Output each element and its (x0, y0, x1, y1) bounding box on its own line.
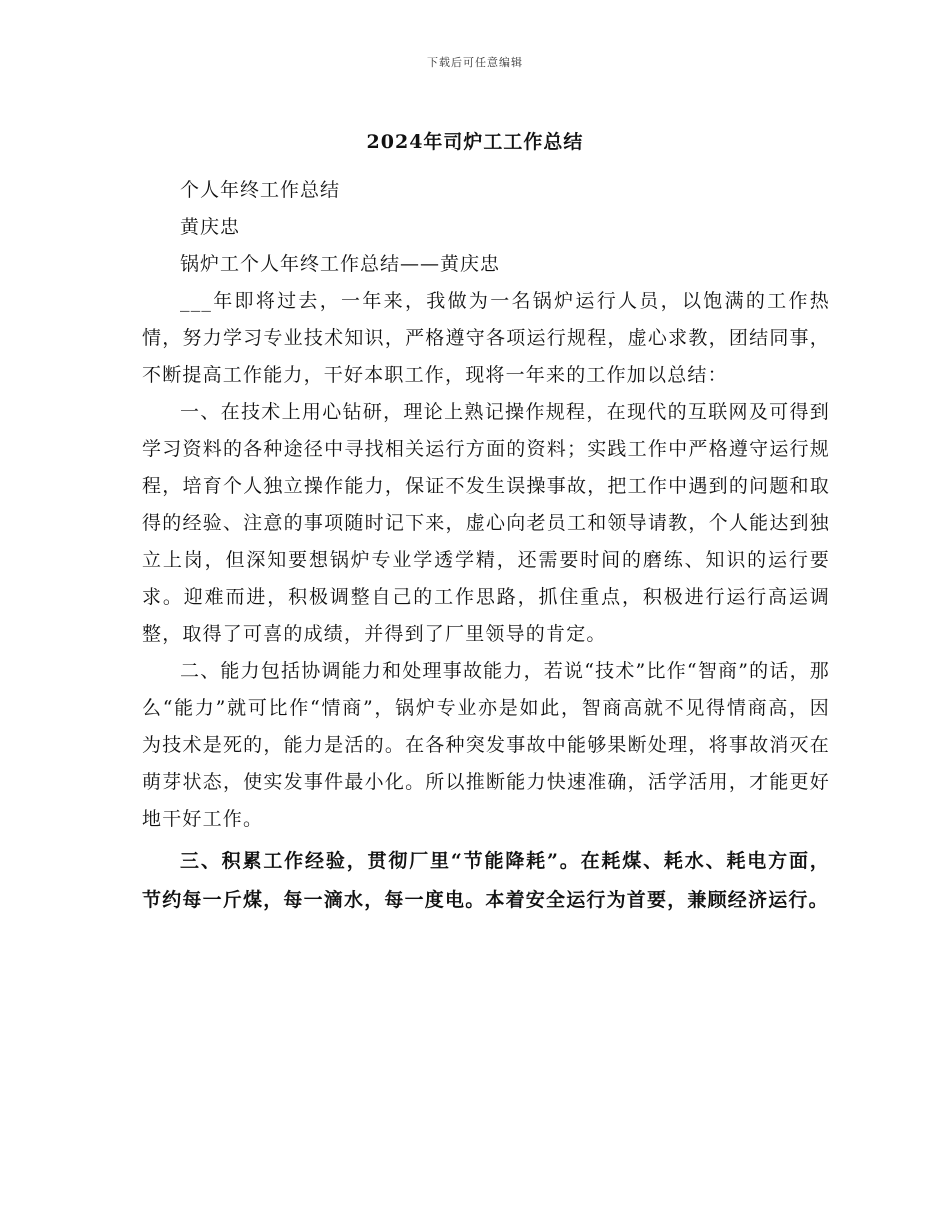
section-two-paragraph: 二、能力包括协调能力和处理事故能力，若说“技术”比作“智商”的话，那么“能力”就可比作“情商”，锅炉专业亦是如此，智商高就不见得情商高，因为技术是死的，能力是活的。在各种突发事故中能够果断处理，将事故消灭在萌芽状态，使实发事件最小化。所以推断能力快速准确，活学活用，才能更好地干好工作。 (142, 660, 830, 830)
section-one-paragraph: 一、在技术上用心钻研，理论上熟记操作规程，在现代的互联网及可得到学习资料的各种途径中寻找相关运行方面的资料；实践工作中严格遵守运行规程，培育个人独立操作能力，保证不发生误操事故，把工作中遇到的问题和取得的经验、注意的事项随时记下来，虚心向老员工和领导请教，个人能达到独立上岗，但深知要想锅炉专业学透学精，还需要时间的磨练、知识的运行要求。迎难而进，积极调整自己的工作思路，抓住重点，积极进行运行高运调整，取得了可喜的成绩，并得到了厂里领导的肯定。 (142, 401, 830, 645)
subtitle-paragraph: 个人年终工作总结 (180, 179, 341, 201)
document-title: 2024年司炉工工作总结 (366, 131, 584, 153)
author-paragraph: 黄庆忠 (180, 216, 241, 238)
page-header-note: 下载后可任意编辑 (427, 56, 523, 69)
document-body (142, 172, 830, 920)
intro-paragraph: ___年即将过去，一年来，我做为一名锅炉运行人员，以饱满的工作热情，努力学习专业技术知识，严格遵守各项运行规程，虚心求教，团结同事，不断提高工作能力，干好本职工作，现将一年来的工作加以总结： (142, 290, 830, 386)
section-three-paragraph: 三、积累工作经验，贯彻厂里“节能降耗”。在耗煤、耗水、耗电方面，节约每一斤煤，每一滴水，每一度电。本着安全运行为首要，兼顾经济运行。 (142, 850, 830, 911)
heading-paragraph: 锅炉工个人年终工作总结——黄庆忠 (180, 253, 501, 275)
